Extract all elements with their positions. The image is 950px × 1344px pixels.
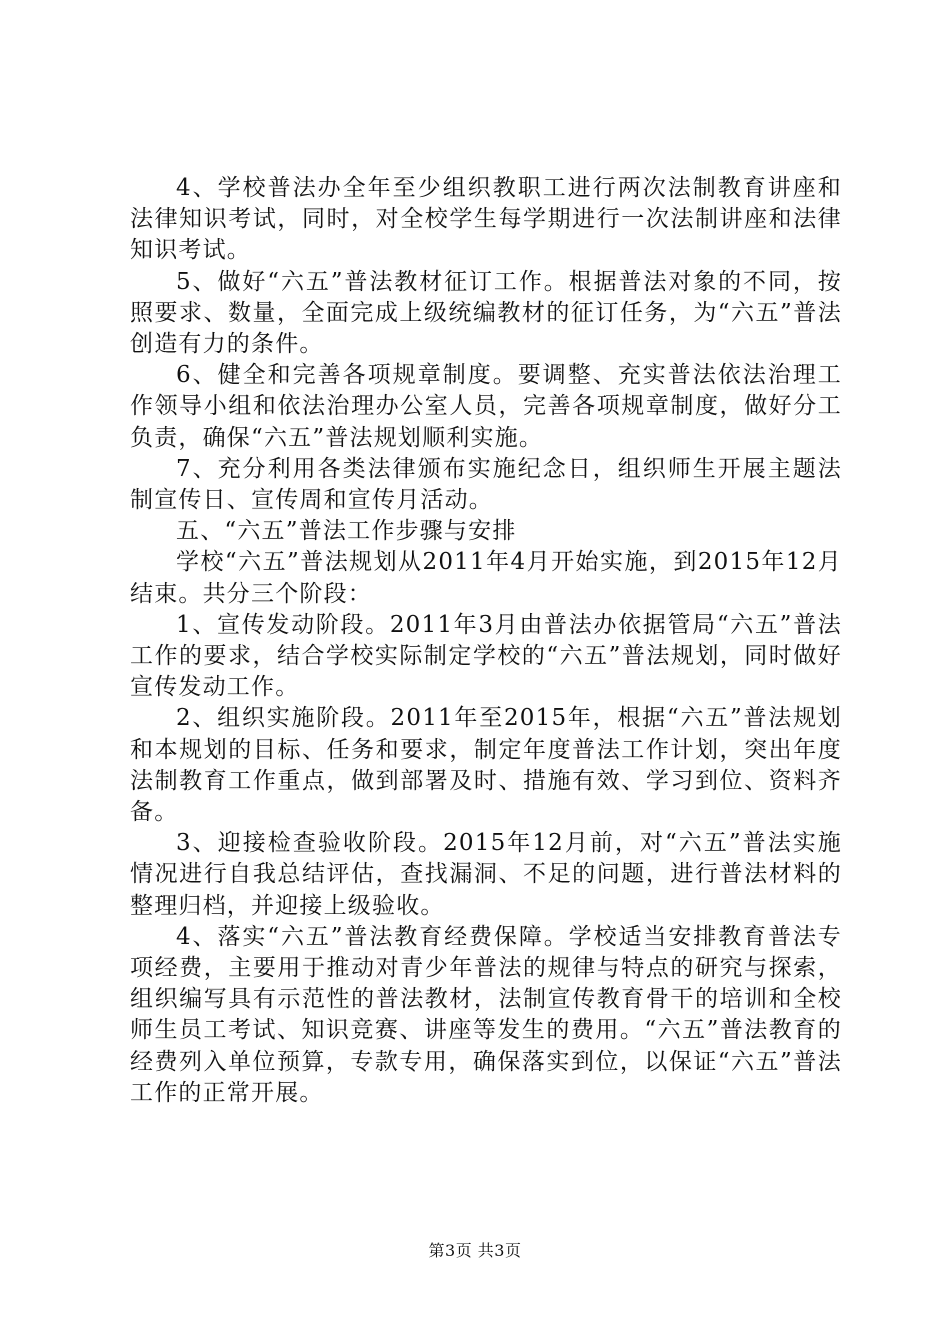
page-number-footer: 第3页 共3页 <box>428 1241 522 1260</box>
paragraph-plan-period: 学校“六五”普法规划从2011年4月开始实施，到2015年12月结束。共分三个阶段： <box>130 549 842 607</box>
paragraph-stage-2: 2、组织实施阶段。2011年至2015年，根据“六五”普法规划和本规划的目标、任务和要求，制定年度普法工作计划，突出年度法制教育工作重点，做到部署及时、措施有效、学习到位、资料齐备。 <box>130 705 842 826</box>
section-heading-steps: 五、“六五”普法工作步骤与安排 <box>176 518 517 545</box>
paragraph-item-6-rules: 6、健全和完善各项规章制度。要调整、充实普法依法治理工作领导小组和依法治理办公室人员，完善各项规章制度，做好分工负责，确保“六五”普法规划顺利实施。 <box>130 362 842 451</box>
paragraph-stage-1: 1、宣传发动阶段。2011年3月由普法办依据管局“六五”普法工作的要求，结合学校实际制定学校的“六五”普法规划，同时做好宣传发动工作。 <box>130 611 842 701</box>
paragraph-stage-3: 3、迎接检查验收阶段。2015年12月前，对“六五”普法实施情况进行自我总结评估，查找漏洞、不足的问题，进行普法材料的整理归档，并迎接上级验收。 <box>130 830 842 919</box>
paragraph-item-4-lectures: 4、学校普法办全年至少组织教职工进行两次法制教育讲座和法律知识考试，同时，对全校学生每学期进行一次法制讲座和法律知识考试。 <box>130 175 842 264</box>
paragraph-funding: 4、落实“六五”普法教育经费保障。学校适当安排教育普法专项经费，主要用于推动对青少年普法的规律与特点的研究与探索，组织编写具有示范性的普法教材，法制宣传教育骨干的培训和全校师生员工考试、知识竞赛、讲座等发生的费用。“六五”普法教育的经费列入单位预算，专款专用，确保落实到位，以保证“六五”普法工作的正常开展。 <box>130 923 842 1106</box>
paragraph-item-5-textbooks: 5、做好“六五”普法教材征订工作。根据普法对象的不同，按照要求、数量，全面完成上级统编教材的征订任务，为“六五”普法创造有力的条件。 <box>130 268 842 358</box>
paragraph-item-7-activities: 7、充分利用各类法律颁布实施纪念日，组织师生开展主题法制宣传日、宣传周和宣传月活动。 <box>130 455 842 514</box>
document-body <box>130 173 842 1109</box>
